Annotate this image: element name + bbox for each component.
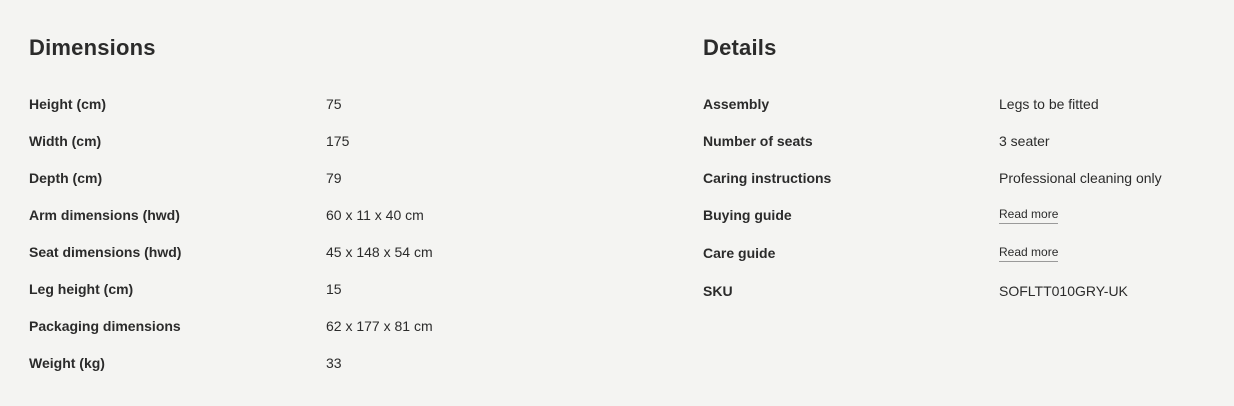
detail-label: Caring instructions: [703, 169, 832, 186]
details-heading: Details: [703, 35, 777, 60]
spec-label: Depth (cm): [29, 169, 103, 186]
spec-value: 33: [326, 354, 342, 371]
spec-row-height: [29, 85, 649, 122]
spec-row-packaging-dimensions: [29, 307, 649, 344]
spec-value: 15: [326, 280, 342, 297]
spec-row-depth: [29, 159, 649, 196]
spec-row-width: [29, 122, 649, 159]
detail-label: Buying guide: [703, 207, 792, 223]
details-section: [703, 34, 1223, 309]
detail-label: Number of seats: [703, 132, 813, 149]
spec-value: 175: [326, 132, 350, 149]
spec-label: Width (cm): [29, 132, 102, 149]
detail-label: SKU: [703, 282, 733, 299]
dimensions-heading: Dimensions: [29, 35, 156, 60]
buying-guide-read-more-link[interactable]: Read more: [999, 207, 1058, 224]
detail-label: Care guide: [703, 245, 776, 261]
spec-value: 75: [326, 95, 342, 112]
spec-label: Seat dimensions (hwd): [29, 243, 182, 260]
spec-label: Leg height (cm): [29, 280, 134, 297]
spec-label: Packaging dimensions: [29, 317, 181, 334]
spec-label: Arm dimensions (hwd): [29, 206, 180, 223]
spec-value: 79: [326, 169, 342, 186]
spec-value: 45 x 148 x 54 cm: [326, 243, 433, 260]
detail-row-buying-guide: [703, 196, 1223, 234]
sku-value: SOFLTT010GRY-UK: [999, 282, 1128, 299]
spec-label: Height (cm): [29, 95, 106, 112]
detail-row-care-guide: [703, 234, 1223, 272]
detail-label: Assembly: [703, 95, 770, 112]
detail-row-caring-instructions: [703, 159, 1223, 196]
detail-value: Professional cleaning only: [999, 169, 1162, 186]
detail-value: Legs to be fitted: [999, 95, 1099, 112]
detail-value: 3 seater: [999, 132, 1050, 149]
spec-row-leg-height: [29, 270, 649, 307]
detail-row-assembly: [703, 85, 1223, 122]
spec-row-weight: [29, 344, 649, 381]
spec-row-seat-dimensions: [29, 233, 649, 270]
spec-value: 60 x 11 x 40 cm: [326, 206, 424, 223]
spec-value: 62 x 177 x 81 cm: [326, 317, 433, 334]
dimensions-section: [29, 34, 649, 381]
detail-row-sku: [703, 272, 1223, 309]
spec-label: Weight (kg): [29, 354, 105, 371]
spec-row-arm-dimensions: [29, 196, 649, 233]
care-guide-read-more-link[interactable]: Read more: [999, 245, 1058, 262]
detail-row-number-of-seats: [703, 122, 1223, 159]
